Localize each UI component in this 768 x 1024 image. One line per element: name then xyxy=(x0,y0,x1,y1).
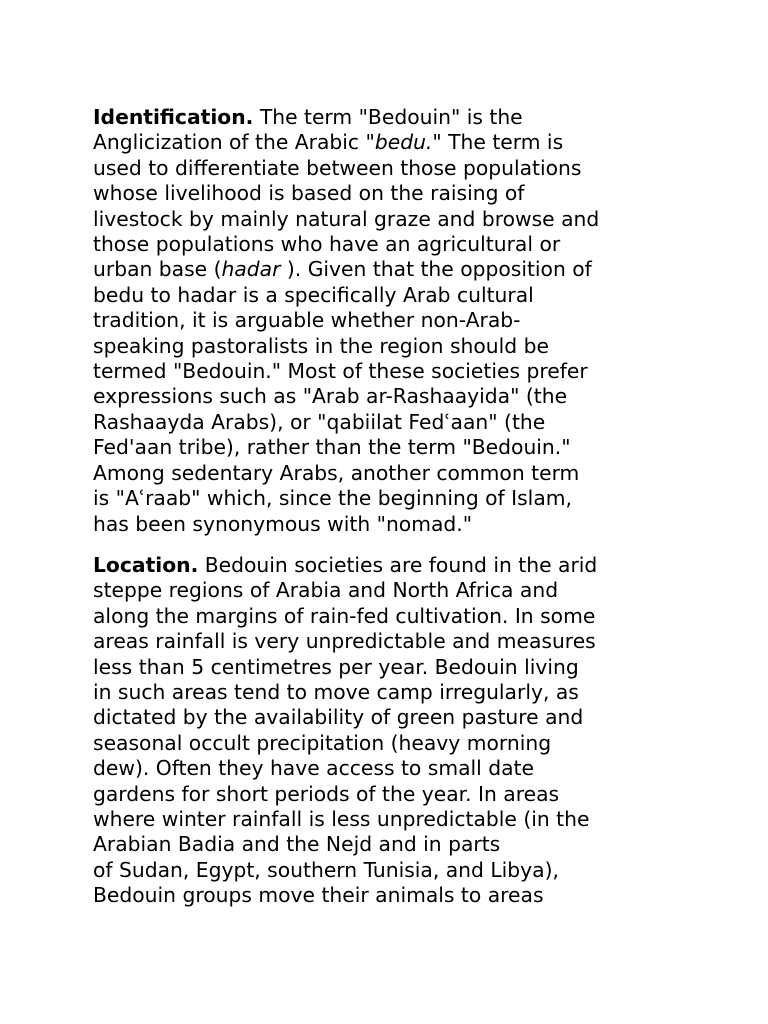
text-fragment: The term "Bedouin" is the xyxy=(253,105,523,129)
text-line: expressions such as "Arab ar-Rashaayida" (the xyxy=(93,384,568,409)
text-line: has been synonymous with "nomad." xyxy=(93,511,473,536)
document-page xyxy=(93,105,678,909)
text-fragment: ). Given that the opposition of xyxy=(280,257,592,282)
text-line: along the margins of rain-fed cultivation. In some xyxy=(93,603,596,628)
text-line: Rashaayda Arabs), or "qabiilat Fedʿaan" (the xyxy=(93,409,546,434)
paragraph-location xyxy=(93,553,678,909)
text-line: used to differentiate between those populations xyxy=(93,155,582,180)
text-line: steppe regions of Arabia and North Africa and xyxy=(93,578,559,603)
text-line: is "Aʿraab" which, since the beginning of Islam, xyxy=(93,486,572,511)
text-line xyxy=(93,105,678,130)
text-line: dictated by the availability of green pasture and xyxy=(93,705,584,730)
text-line: where winter rainfall is less unpredictable (in the xyxy=(93,806,590,831)
text-line: those populations who have an agricultural or xyxy=(93,232,561,257)
text-line: Among sedentary Arabs, another common term xyxy=(93,460,580,485)
text-line xyxy=(93,257,678,282)
text-line: dew). Often they have access to small date xyxy=(93,756,534,781)
section-heading-location: Location. xyxy=(93,552,199,577)
text-line: seasonal occult precipitation (heavy morning xyxy=(93,730,552,755)
text-line: tradition, it is arguable whether non-Arab- xyxy=(93,308,521,333)
text-line xyxy=(93,553,678,578)
italic-term-hadar: hadar xyxy=(221,257,281,282)
text-line: bedu to hadar is a specifically Arab cultural xyxy=(93,282,534,307)
text-fragment: Bedouin societies are found in the arid xyxy=(198,552,598,577)
text-line: speaking pastoralists in the region should be xyxy=(93,333,549,358)
text-fragment: urban base ( xyxy=(93,257,222,282)
text-line: Bedouin groups move their animals to areas xyxy=(93,883,544,908)
text-line: in such areas tend to move camp irregularly, as xyxy=(93,679,579,704)
text-line: areas rainfall is very unpredictable and measures xyxy=(93,629,596,654)
section-heading-identification: Identification. xyxy=(93,105,254,129)
text-fragment: " The term is xyxy=(432,130,564,155)
text-line xyxy=(93,130,678,155)
text-line: livestock by mainly natural graze and browse and xyxy=(93,206,600,231)
italic-term-bedu: bedu. xyxy=(374,130,433,155)
text-line: less than 5 centimetres per year. Bedouin living xyxy=(93,654,579,679)
text-line: gardens for short periods of the year. In areas xyxy=(93,781,560,806)
text-line: of Sudan, Egypt, southern Tunisia, and Libya), xyxy=(93,857,559,882)
text-line: Fed'aan tribe), rather than the term "Bedouin." xyxy=(93,435,571,460)
text-fragment: Anglicization of the Arabic " xyxy=(93,130,375,155)
text-line: whose livelihood is based on the raising of xyxy=(93,181,525,206)
paragraph-identification xyxy=(93,105,678,537)
text-line: termed "Bedouin." Most of these societies prefer xyxy=(93,359,588,384)
text-line: Arabian Badia and the Nejd and in parts xyxy=(93,832,501,857)
